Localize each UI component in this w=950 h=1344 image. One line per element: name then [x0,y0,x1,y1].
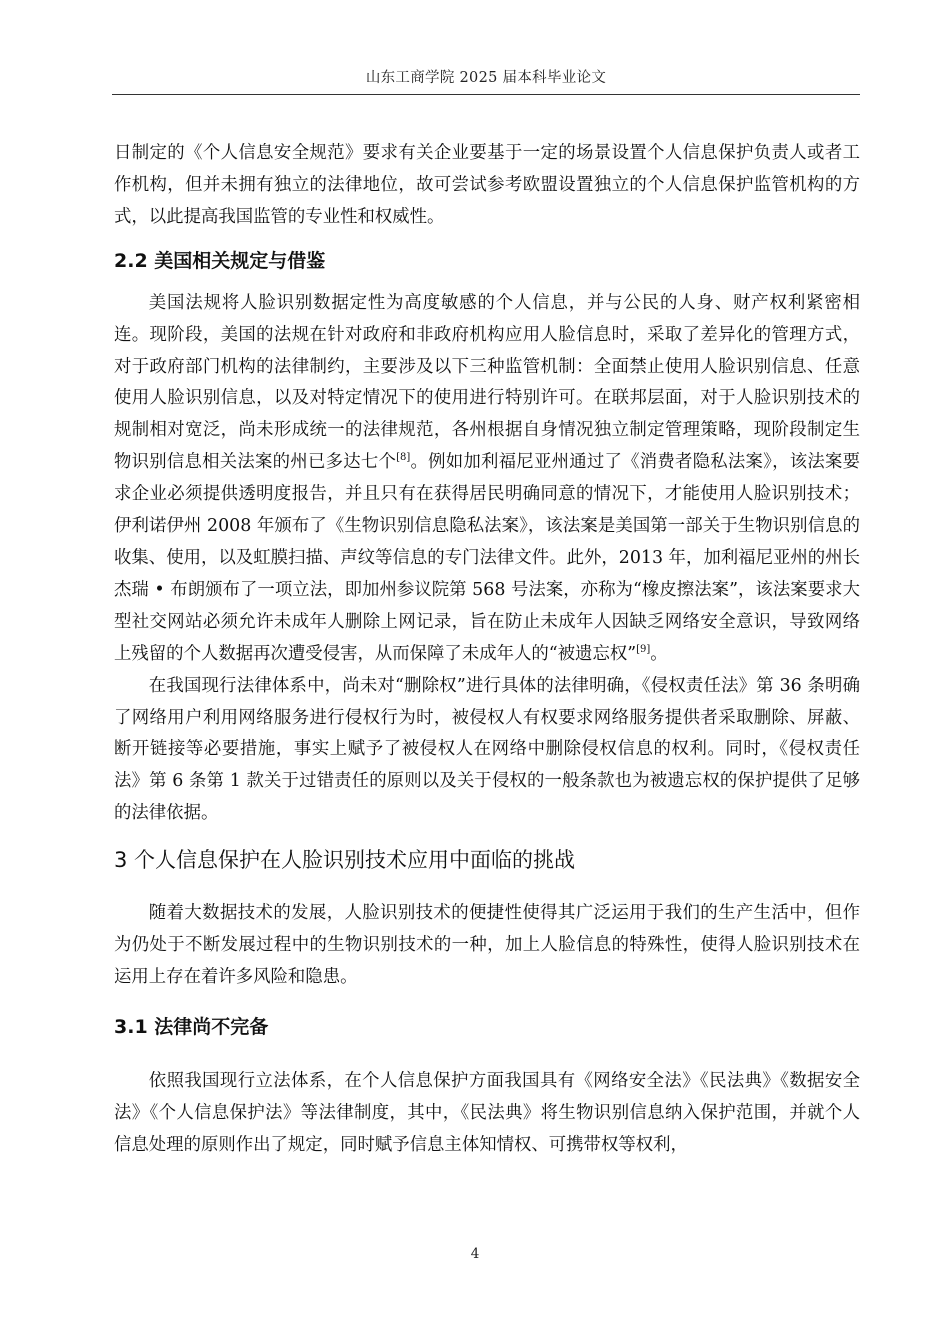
section-3-1-heading: 3.1 法律尚不完备 [114,1015,269,1038]
page-header: 山东工商学院 2025 届本科毕业论文 [365,70,607,86]
intro-paragraph: 日制定的《个人信息安全规范》要求有关企业要基于一定的场景设置个人信息保护负责人或者工作机构，但并未拥有独立的法律地位，故可尝试参考欧盟设置独立的个人信息保护监管机构的方式，以此提高我国监管的专业性和权威性。 [114,143,860,227]
section-2-2-heading: 2.2 美国相关规定与借鉴 [114,249,326,272]
citation-9: [9] [636,643,651,655]
section-2-2-paragraph-2: 在我国现行法律体系中，尚未对“删除权”进行具体的法律明确，《侵权责任法》第 36 条明确了网络用户利用网络服务进行侵权行为时，被侵权人有权要求网络服务提供者采取删除、屏蔽、断开链接等必要措施，事实上赋予了被侵权人在网络中删除侵权信息的权利。同时，《侵权责任法》第 6 条第 1 款关于过错责任的原则以及关于侵权的一般条款也为被遗忘权的保护提供了足够的法律依据。 [114,675,860,824]
paragraph-text: 。 [650,643,668,664]
paragraph-text: 。例如加利福尼亚州通过了《消费者隐私法案》，该法案要求企业必须提供透明度报告，并且只有在获得居民明确同意的情况下，才能使用人脸识别技术；伊利诺伊州 2008 年颁布了《生物识别信息隐私法案》，该法案是美国第一部关于生物识别信息的收集、使用，以及虹膜扫描、声纹等信息的专门法律文件。此外，2013 年，加利福尼亚州的州长杰瑞 • 布朗颁布了一项立法，即加州参议院第 568 号法案，亦称为“橡皮擦法案”，该法案要求大型社交网站必须允许未成年人删除上网记录，旨在防止未成年人因缺乏网络安全意识，导致网络上残留的个人数据再次遭受侵害，从而保障了未成年人的“被遗忘权” [114,452,860,664]
citation-8: [8] [396,452,411,464]
section-3-1-paragraph-1: 依照我国现行立法体系，在个人信息保护方面我国具有《网络安全法》《民法典》《数据安全法》《个人信息保护法》等法律制度，其中，《民法典》将生物识别信息纳入保护范围，并就个人信息处理的原则作出了规定，同时赋予信息主体知情权、可携带权等权利， [114,1070,860,1155]
header-rule [112,94,860,95]
document-body [114,138,860,1162]
section-3-paragraph-1: 随着大数据技术的发展，人脸识别技术的便捷性使得其广泛运用于我们的生产生活中，但作为仍处于不断发展过程中的生物识别技术的一种，加上人脸信息的特殊性，使得人脸识别技术在运用上存在着许多风险和隐患。 [114,903,860,987]
paragraph-text: 美国法规将人脸识别数据定性为高度敏感的个人信息，并与公民的人身、财产权利紧密相连。现阶段，美国的法规在针对政府和非政府机构应用人脸信息时，采取了差异化的管理方式，对于政府部门机构的法律制约，主要涉及以下三种监管机制：全面禁止使用人脸识别信息、任意使用人脸识别信息，以及对特定情况下的使用进行特别许可。在联邦层面，对于人脸识别技术的规制相对宽泛，尚未形成统一的法律规范，各州根据自身情况独立制定管理策略，现阶段制定生物识别信息相关法案的州已多达七个 [114,292,860,473]
section-2-2-paragraph-1 [114,288,860,671]
section-3-heading: 3 个人信息保护在人脸识别技术应用中面临的挑战 [114,848,576,873]
page-number: 4 [470,1246,480,1262]
